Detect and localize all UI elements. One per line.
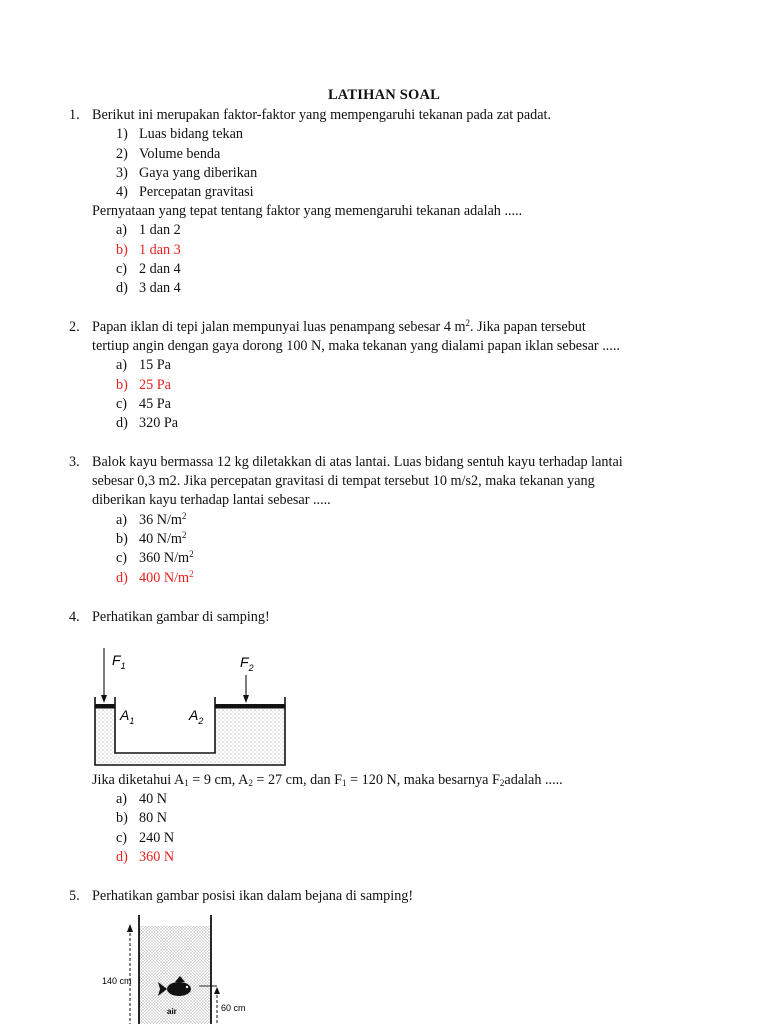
- option-text: 45 Pa: [139, 396, 171, 412]
- option-letter: b): [116, 377, 128, 393]
- option-text: 240 N: [139, 830, 175, 846]
- option-text: 80 N: [139, 810, 167, 826]
- fish-vessel-figure: [100, 910, 260, 1024]
- height-label: 140 cm: [102, 976, 132, 986]
- factor-number: 2): [116, 146, 128, 162]
- option-text: 1 dan 2: [139, 222, 181, 238]
- option-letter: c): [116, 261, 128, 277]
- question-number: 1.: [69, 107, 80, 123]
- page-title: LATIHAN SOAL: [327, 87, 441, 103]
- option-letter: d): [116, 280, 128, 296]
- option-letter: b): [116, 531, 128, 547]
- option-letter: a): [116, 791, 128, 807]
- depth-label: 60 cm: [221, 1003, 246, 1013]
- question-number: 3.: [69, 454, 80, 470]
- question-text: Papan iklan di tepi jalan mempunyai luas penampang sebesar 4 $m^2$. Jika papan tersebut: [92, 318, 586, 335]
- factor-text: Gaya yang diberikan: [139, 165, 258, 181]
- option-text: 2 dan 4: [139, 261, 181, 277]
- option-letter: a): [116, 222, 128, 238]
- option-letter: a): [116, 357, 128, 373]
- factor-number: 4): [116, 184, 128, 200]
- option-letter: d): [116, 415, 128, 431]
- question-text: Balok kayu bermassa 12 kg diletakkan di atas lantai. Luas bidang sentuh kayu terhadap lantai: [92, 454, 623, 470]
- f1-arrowhead: [101, 695, 107, 703]
- option-letter: b): [116, 810, 128, 826]
- question-text: tertiup angin dengan gaya dorong 100 N, maka tekanan yang dialami papan iklan sebesar .....: [92, 338, 620, 354]
- f1-label: $F_1$: [112, 652, 126, 671]
- option-letter: c): [116, 550, 128, 566]
- factor-number: 3): [116, 165, 128, 181]
- option-text: 40 $N/m^2$: [139, 530, 187, 547]
- question-given: Jika diketahui $A_1 = 9$ cm, $A_2 = 27$ cm, dan $F_1 = 120$ N, maka besarnya $F_2adalah$ .....: [92, 772, 563, 788]
- a1-label: $A_1$: [120, 707, 135, 726]
- option-letter: d): [116, 849, 128, 865]
- option-text: 25 Pa: [139, 377, 171, 393]
- option-text: 400 $N/m^2$: [139, 569, 194, 586]
- a2-label: $A_2$: [189, 707, 204, 726]
- question-text: diberikan kayu terhadap lantai sebesar .....: [92, 492, 331, 508]
- option-text: 40 N: [139, 791, 167, 807]
- water-label: air: [167, 1007, 177, 1016]
- hydraulic-press-figure: [90, 645, 290, 770]
- option-text: 360 N: [139, 849, 175, 865]
- question-statement: Pernyataan yang tepat tentang faktor yang memengaruhi tekanan adalah .....: [92, 203, 523, 219]
- question-text: sebesar 0,3 m2. Jika percepatan gravitasi di tempat tersebut 10 m/s2, maka tekanan yang: [92, 473, 595, 489]
- option-text: 3 dan 4: [139, 280, 181, 296]
- depth-arrowhead: [214, 987, 220, 994]
- large-piston: [215, 704, 285, 709]
- factor-text: Luas bidang tekan: [139, 126, 244, 142]
- option-text: 15 Pa: [139, 357, 171, 373]
- option-text: 1 dan 3: [139, 242, 181, 258]
- question-text: Perhatikan gambar posisi ikan dalam bejana di samping!: [92, 888, 414, 904]
- option-letter: c): [116, 396, 128, 412]
- option-letter: d): [116, 570, 128, 586]
- option-letter: b): [116, 242, 128, 258]
- question-text: Berikut ini merupakan faktor-faktor yang mempengaruhi tekanan pada zat padat.: [92, 107, 552, 123]
- option-text: 320 Pa: [139, 415, 179, 431]
- factor-number: 1): [116, 126, 128, 142]
- small-piston: [95, 704, 115, 709]
- question-number: 5.: [69, 888, 80, 904]
- option-letter: a): [116, 512, 128, 528]
- option-text: 360 $N/m^2$: [139, 549, 194, 566]
- height-arrowhead: [127, 924, 133, 932]
- f2-arrowhead: [243, 695, 249, 703]
- f2-label: $F_2$: [240, 654, 254, 673]
- factor-text: Percepatan gravitasi: [139, 184, 254, 200]
- option-text: 36 $N/m^2$: [139, 511, 187, 528]
- question-number: 2.: [69, 319, 80, 335]
- factor-text: Volume benda: [139, 146, 221, 162]
- option-letter: c): [116, 830, 128, 846]
- question-text: Perhatikan gambar di samping!: [92, 609, 270, 625]
- question-number: 4.: [69, 609, 80, 625]
